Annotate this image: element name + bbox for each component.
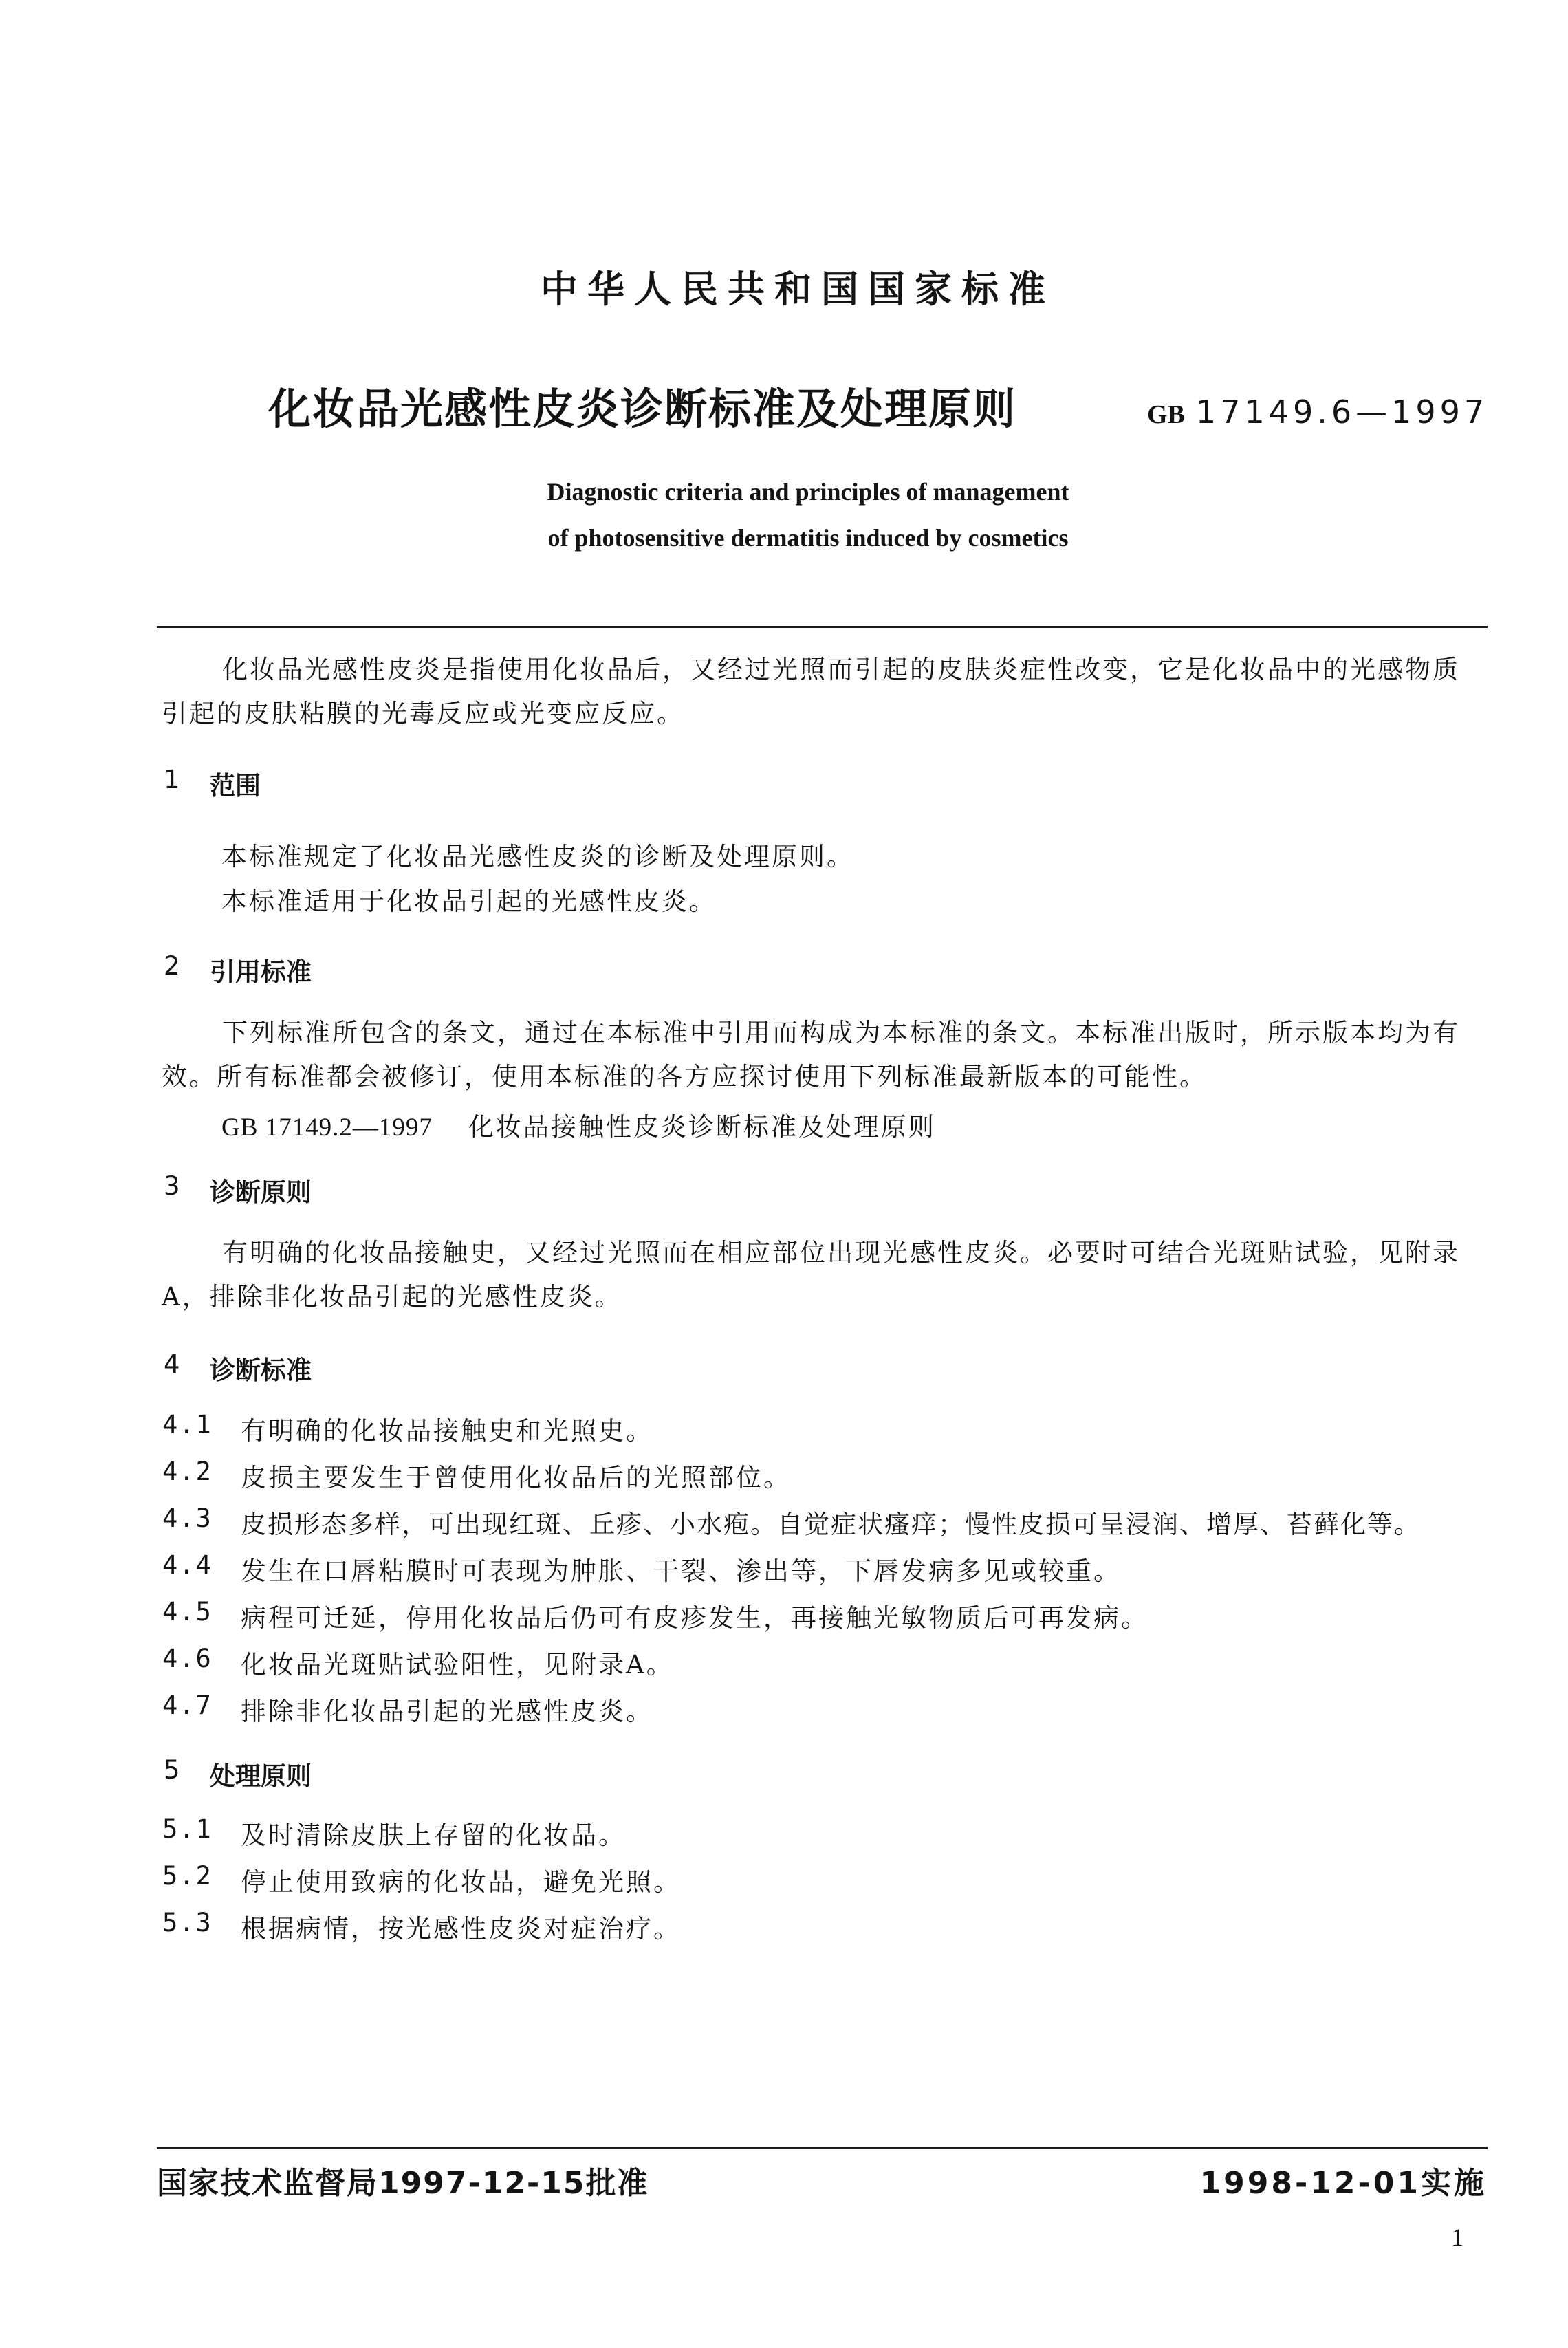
- criteria-item-number: 4.4: [162, 1550, 213, 1580]
- document-title-zh: 化妆品光感性皮炎诊断标准及处理原则: [268, 384, 1017, 434]
- criteria-item-text: 有明确的化妆品接触史和光照史。: [241, 1416, 653, 1446]
- intro-paragraph: 化妆品光感性皮炎是指使用化妆品后，又经过光照而引起的皮肤炎症性改变，它是化妆品中的光感物质引起的皮肤粘膜的光毒反应或光变应反应。: [162, 655, 1460, 728]
- reference-code: GB 17149.2—1997: [221, 1113, 433, 1142]
- criteria-item-number: 4.5: [162, 1597, 213, 1627]
- criteria-item-text: 皮损形态多样，可出现红斑、丘疹、小水疱。自觉症状瘙痒；慢性皮损可呈浸润、增厚、苔藓化等。: [241, 1510, 1421, 1539]
- criteria-item-text: 排除非化妆品引起的光感性皮炎。: [241, 1697, 653, 1726]
- criteria-item-number: 4.7: [162, 1691, 213, 1720]
- reference-entry: [221, 1106, 936, 1143]
- header-divider: [157, 626, 1488, 628]
- management-item-text: 根据病情，按光感性皮炎对症治疗。: [241, 1914, 681, 1944]
- section-number-1: 1: [164, 765, 180, 794]
- criteria-item-number: 4.2: [162, 1457, 213, 1486]
- references-paragraph: 下列标准所包含的条文，通过在本标准中引用而构成为本标准的条文。本标准出版时，所示版本均为有效。所有标准都会被修订，使用本标准的各方应探讨使用下列标准最新版本的可能性。: [162, 1018, 1460, 1091]
- management-item-number: 5.1: [162, 1814, 213, 1844]
- document-title-en-line1: Diagnostic criteria and principles of management: [547, 478, 1069, 506]
- criteria-item-number: 4.6: [162, 1644, 213, 1673]
- effective-date-line: 1998-12-01实施: [1199, 2166, 1487, 2201]
- approval-line: 国家技术监督局1997-12-15批准: [157, 2166, 649, 2201]
- section-title-references: 引用标准: [210, 957, 312, 987]
- diagnostic-principle-paragraph: 有明确的化妆品接触史，又经过光照而在相应部位出现光感性皮炎。必要时可结合光斑贴试验，见附录A，排除非化妆品引起的光感性皮炎。: [162, 1238, 1460, 1312]
- criteria-item-number: 4.3: [162, 1503, 213, 1533]
- section-number-3: 3: [164, 1171, 180, 1201]
- document-title-en-line2: of photosensitive dermatitis induced by cosmetics: [547, 524, 1069, 552]
- criteria-item-text: 皮损主要发生于曾使用化妆品后的光照部位。: [241, 1463, 791, 1492]
- page-number: 1: [1451, 2224, 1463, 2251]
- criteria-item-text: 化妆品光斑贴试验阳性，见附录A。: [241, 1650, 674, 1680]
- management-item-text: 及时清除皮肤上存留的化妆品。: [241, 1820, 626, 1850]
- reference-title: 化妆品接触性皮炎诊断标准及处理原则: [468, 1112, 936, 1142]
- standard-code-number: 17149.6—1997: [1195, 393, 1489, 431]
- national-standard-heading: 中华人民共和国国家标准: [541, 268, 1055, 311]
- criteria-item-text: 发生在口唇粘膜时可表现为肿胀、干裂、渗出等，下唇发病多见或较重。: [241, 1556, 1121, 1586]
- section-number-5: 5: [164, 1755, 180, 1785]
- section-number-4: 4: [164, 1349, 180, 1379]
- scope-line-2: 本标准适用于化妆品引起的光感性皮炎。: [221, 887, 717, 916]
- section-number-2: 2: [164, 951, 180, 981]
- standard-code-prefix: GB: [1147, 400, 1185, 429]
- footer-divider: [157, 2147, 1488, 2149]
- section-title-diagnostic-principle: 诊断原则: [210, 1177, 312, 1207]
- section-title-management: 处理原则: [210, 1761, 312, 1791]
- management-item-number: 5.2: [162, 1861, 213, 1891]
- management-item-number: 5.3: [162, 1908, 213, 1937]
- criteria-item-text: 病程可迁延，停用化妆品后仍可有皮疹发生，再接触光敏物质后可再发病。: [241, 1603, 1148, 1633]
- section-title-scope: 范围: [210, 771, 261, 801]
- standard-code: [1147, 393, 1488, 431]
- scope-line-1: 本标准规定了化妆品光感性皮炎的诊断及处理原则。: [221, 842, 854, 871]
- section-title-diagnostic-criteria: 诊断标准: [210, 1356, 312, 1385]
- criteria-item-number: 4.1: [162, 1410, 213, 1439]
- management-item-text: 停止使用致病的化妆品，避免光照。: [241, 1867, 681, 1897]
